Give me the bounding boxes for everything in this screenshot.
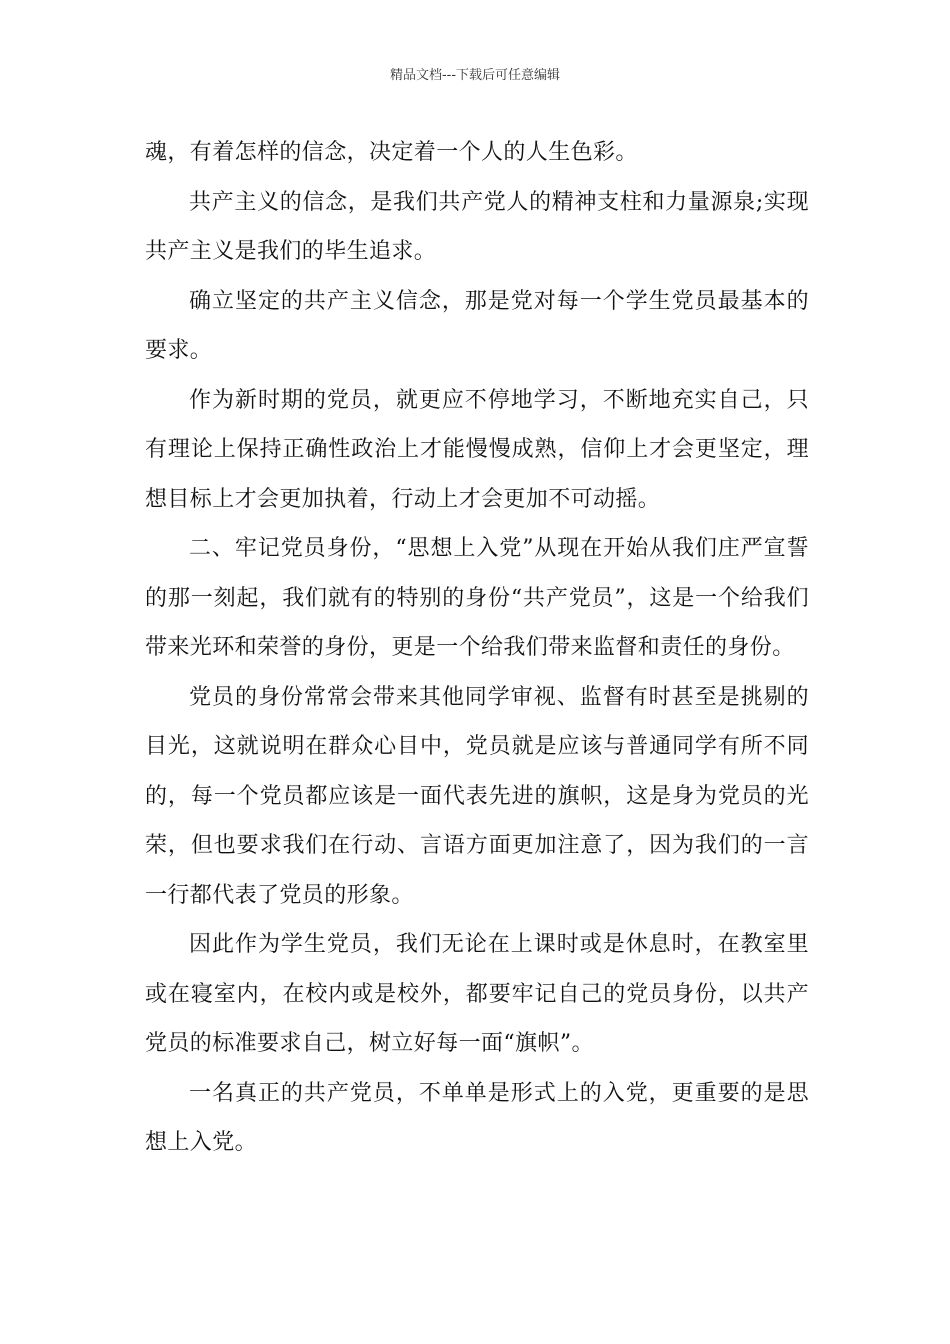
document-body	[145, 128, 809, 1168]
page-header: 精品文档---下载后可任意编辑	[389, 68, 561, 83]
paragraph-continuation: 魂，有着怎样的信念，决定着一个人的人生色彩。	[145, 140, 638, 165]
paragraph: 党员的身份常常会带来其他同学审视、监督有时甚至是挑剔的目光，这就说明在群众心目中，党员就是应该与普通同学有所不同的，每一个党员都应该是一面代表先进的旗帜，这是身为党员的光荣，但也要求我们在行动、言语方面更加注意了，因为我们的一言一行都代表了党员的形象。	[145, 684, 809, 908]
paragraph: 确立坚定的共产主义信念，那是党对每一个学生党员最基本的要求。	[145, 288, 809, 363]
paragraph: 作为新时期的党员，就更应不停地学习，不断地充实自己，只有理论上保持正确性政治上才能慢慢成熟，信仰上才会更坚定，理想目标上才会更加执着，行动上才会更加不可动摇。	[145, 387, 809, 512]
paragraph: 二、牢记党员身份，“思想上入党”从现在开始从我们庄严宣誓的那一刻起，我们就有的特别的身份“共产党员”，这是一个给我们带来光环和荣誉的身份，更是一个给我们带来监督和责任的身份。	[145, 536, 809, 660]
paragraph: 一名真正的共产党员，不单单是形式上的入党，更重要的是思想上入党。	[145, 1080, 809, 1155]
paragraph: 共产主义的信念，是我们共产党人的精神支柱和力量源泉;实现共产主义是我们的毕生追求。	[145, 189, 809, 264]
paragraph: 因此作为学生党员，我们无论在上课时或是休息时，在教室里或在寝室内，在校内或是校外，都要牢记自己的党员身份，以共产党员的标准要求自己，树立好每一面“旗帜”。	[145, 932, 809, 1056]
